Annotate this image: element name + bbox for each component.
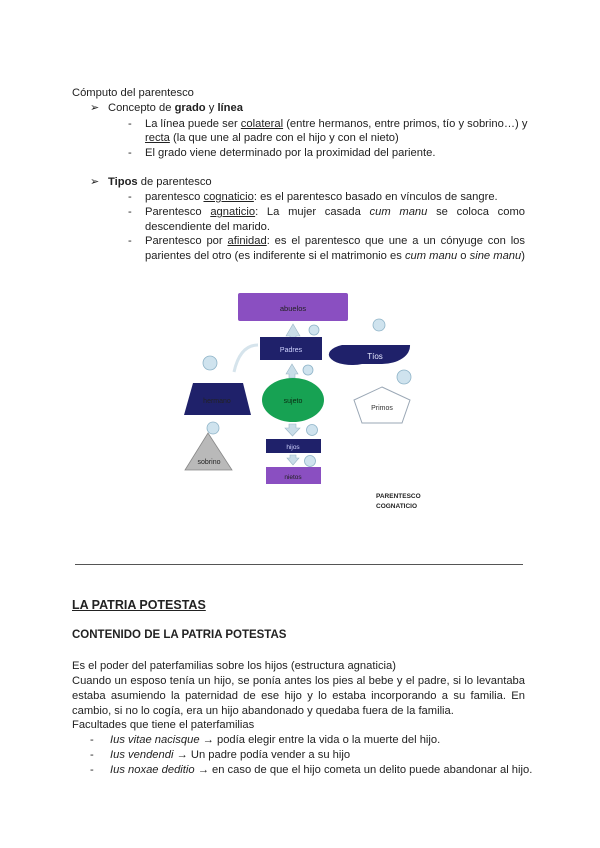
dash-bullet: - [128,118,132,130]
linea-item-line2: recta (la que une al padre con el hijo y con el nieto) [145,132,399,144]
dash-bullet: - [128,191,132,203]
bullet-arrow-icon: ➢ [90,176,100,188]
bubble-icon [203,356,217,370]
tipos-line: Tipos de parentesco [108,176,212,188]
bubble-icon [397,370,411,384]
heading-patria-potestas: LA PATRIA POTESTAS [72,598,206,612]
nietos-label: nietos [284,474,302,481]
dash-bullet: - [90,749,94,761]
down-arrow-icon [287,455,299,465]
grado-item: El grado viene determinado por la proximidad del pariente. [145,147,436,159]
facultad-item: Ius vitae nacisque → podía elegir entre la vida o la muerte del hijo. [110,734,441,746]
sobrino-label: sobrino [197,459,221,466]
primos-label: Primos [371,405,393,412]
dash-bullet: - [128,235,132,247]
tipo-afinidad: Parentesco por afinidad: es el parentesco que une a un cónyuge con los parientes del otro (es indiferente si el matrimonio es cum manu o sine manu) [145,235,525,262]
parentesco-diagram [170,285,430,520]
divider [75,564,523,565]
bubble-icon [373,319,385,331]
tios-label: Tíos [367,352,383,361]
bubble-icon [303,365,313,375]
down-arrow-icon [285,424,300,436]
caption-line2: COGNATICIO [376,503,418,510]
section-title: Cómputo del parentesco [72,87,194,99]
tipo-agnaticio: Parentesco agnaticio: La mujer casada cum manu se coloca como descendiente del marido. [145,206,526,233]
paragraph-2: Cuando un esposo tenía un hijo, se ponía antes los pies al bebe y el padre, si lo levantaba estaba asumiendo la paternidad de ese hijo y lo estaba incorporando a su familia. En cambio, si no lo cogía, era un hijo abandonado y quedaba fuera de la familia. [72,675,525,717]
dash-bullet: - [90,734,94,746]
sujeto-label: sujeto [283,398,303,405]
dash-bullet: - [90,764,94,776]
tipo-cognaticio: parentesco cognaticio: es el parentesco basado en vínculos de sangre. [145,191,498,203]
concepto-line: Concepto de grado y línea [108,102,243,114]
facultad-item: Ius noxae deditio → en caso de que el hijo cometa un delito puede abandonar al hijo. [110,764,533,776]
bubble-icon [307,425,318,436]
curve-arrow-icon [234,345,258,372]
caption-line1: PARENTESCO [376,493,421,500]
paragraph-3: Facultades que tiene el paterfamilias [72,719,255,731]
bullet-arrow-icon: ➢ [90,102,100,114]
facultad-item: Ius vendendi → Un padre podía vender a su hijo [110,749,351,761]
subheading-contenido: CONTENIDO DE LA PATRIA POTESTAS [72,629,287,641]
linea-item-line1: La línea puede ser colateral (entre hermanos, entre primos, tío y sobrino…) y [145,118,528,130]
abuelos-label: abuelos [279,304,307,313]
up-arrow-icon [286,364,298,378]
padres-label: Padres [279,347,303,354]
bubble-icon [207,422,219,434]
dash-bullet: - [128,206,132,218]
hijos-label: hijos [286,444,300,451]
hermano-label: hermano [203,398,231,405]
bubble-icon [309,325,319,335]
bubble-icon [305,456,316,467]
dash-bullet: - [128,147,132,159]
paragraph-1: Es el poder del paterfamilias sobre los hijos (estructura agnaticia) [72,660,396,672]
